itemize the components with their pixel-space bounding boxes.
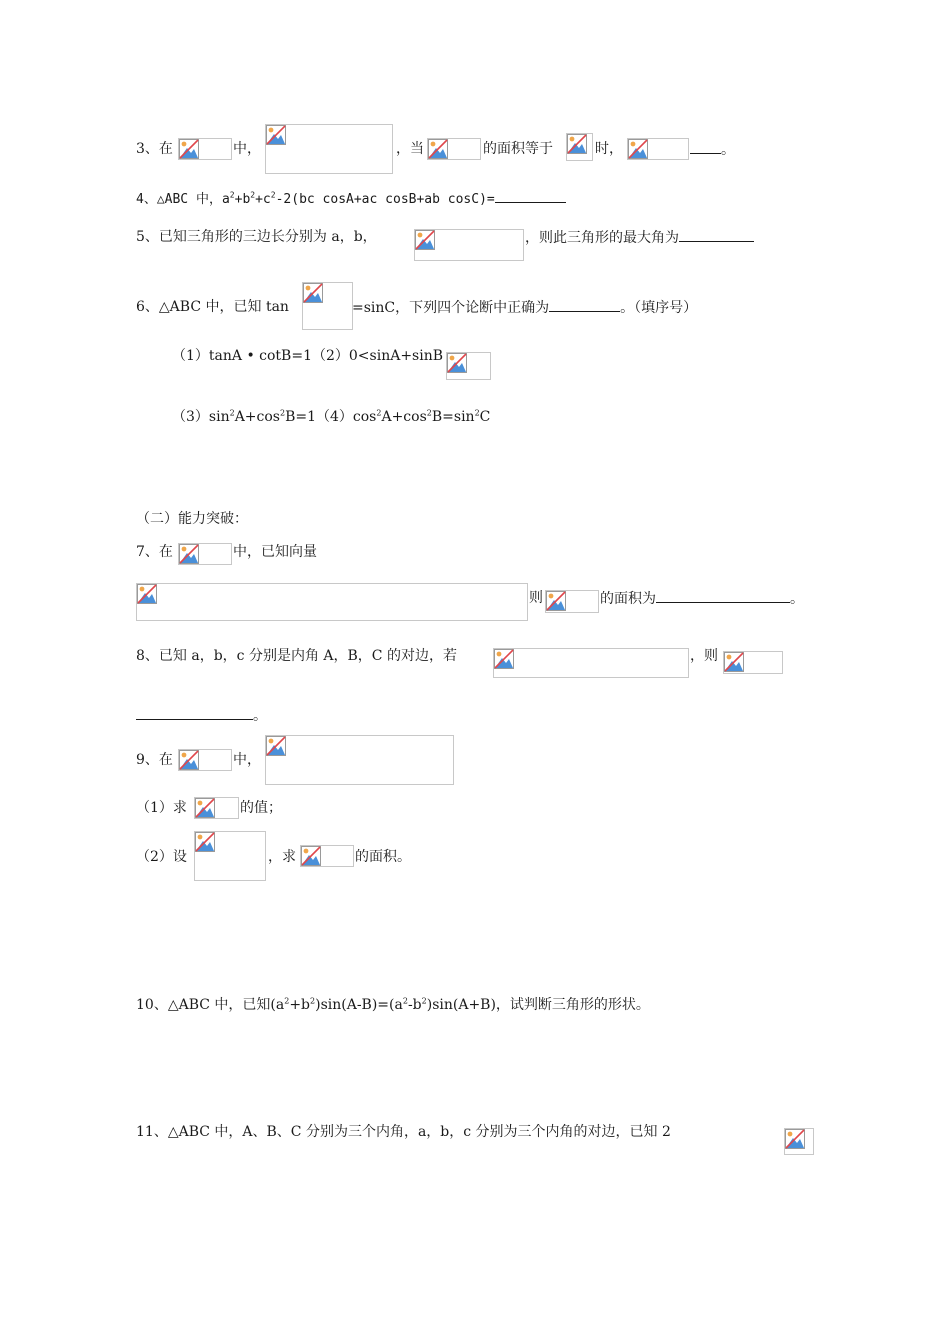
superscript: 2 [376,408,382,418]
q6-option-text: A+cos [381,409,427,425]
question-10 [136,995,650,1015]
broken-image-icon [494,649,514,669]
q9-text: （2）设 [136,849,187,865]
q6-option-text: （3）sin [172,409,230,425]
q4-text-d: -2(bc cosA+ac cosB+ab cosC)= [275,192,495,207]
question-9 [136,750,173,770]
q6-option-text: （1）tanA • cotB=1（2）0<sinA+sinB [172,348,444,364]
broken-image-icon [415,230,435,250]
q6-text-c: 。（填序号） [620,300,698,316]
q4-text-a: 4、△ABC 中，a [136,192,230,207]
broken-image-icon [195,832,215,852]
q10-text: )sin(A+B)，试判断三角形的形状。 [426,997,650,1013]
q6-text-line [352,297,697,318]
q7-text-c: 则 [529,590,543,606]
broken-image-icon [179,139,199,159]
q6-option-text: B=sin [431,409,475,425]
question-4 [136,188,566,210]
broken-image-icon [137,584,157,604]
superscript: 2 [426,408,432,418]
answer-blank [549,297,620,312]
q3-text-f: 。 [721,142,735,158]
q7-text-e: 。 [790,591,804,607]
q6-option-text: B=1（4）cos [285,409,377,425]
formula-image [414,229,524,261]
answer-blank [656,588,790,603]
superscript: 2 [402,996,408,1006]
q5-answer-line [525,227,754,248]
formula-image [493,648,689,678]
broken-image-icon [628,139,648,159]
q6-text-a: 6、△ABC 中，已知 tan [136,299,289,315]
answer-blank [495,188,566,203]
broken-image-icon [724,652,744,672]
q9-part-1 [136,798,187,818]
question-3 [136,139,173,159]
broken-image-icon [546,591,566,611]
q9-text: 的值； [240,800,282,816]
formula-image [627,138,689,160]
question-11 [136,1122,671,1142]
formula-image [136,583,528,621]
q4-text-c: +c [255,192,271,207]
formula-image [300,845,354,867]
broken-image-icon [301,846,321,866]
q10-text: )sin(A-B)=(a [315,997,403,1013]
q10-text: +b [289,997,311,1013]
q6-option-1-2 [172,346,443,366]
superscript: 2 [310,996,316,1006]
q8-text-c: 。 [253,708,267,724]
q3-text-d: 的面积等于 [483,141,553,157]
question-8 [136,646,457,666]
q6-option-text: A+cos [234,409,280,425]
q6-text-b: =sinC，下列四个论断中正确为 [352,300,550,316]
q9-text-b: 中， [233,752,261,768]
broken-image-icon [567,134,587,154]
q8-text-b: ，则 [690,648,718,664]
formula-image [427,138,481,160]
q6-option-text: C [479,409,491,425]
q3-text-c: ，当 [396,141,424,157]
broken-image-icon [447,353,467,373]
q3-text-b: 中， [233,141,261,157]
superscript: 2 [421,996,427,1006]
q10-text: -b [407,997,422,1013]
q9-text: （1）求 [136,800,187,816]
answer-blank [690,139,721,154]
q9-text: 的面积。 [355,849,411,865]
formula-image [178,543,232,565]
formula-image [545,590,599,613]
q10-text: 10、△ABC 中，已知(a [136,997,285,1013]
q7-text-d: 的面积为 [600,591,656,607]
broken-image-icon [785,1129,805,1149]
superscript: 2 [284,996,290,1006]
q9-text-a: 9、在 [136,752,173,768]
superscript: 2 [229,190,235,200]
q9-part-2 [136,847,187,867]
q8-answer-line [136,705,267,726]
question-7 [136,542,173,562]
broken-image-icon [179,544,199,564]
formula-image [194,797,239,819]
q6-option-3-4 [172,407,490,427]
q7-text-b: 中，已知向量 [233,544,317,560]
q3-text-a: 3、在 [136,141,173,157]
q7-answer-line [600,588,804,609]
superscript: 2 [229,408,235,418]
question-5 [136,227,377,247]
formula-image [723,651,783,674]
broken-image-icon [266,736,286,756]
q5-text-a: 5、已知三角形的三边长分别为 a，b， [136,229,377,245]
q5-text-b: ，则此三角形的最大角为 [525,230,679,246]
formula-image [178,138,232,160]
superscript: 2 [270,190,276,200]
q4-text-b: +b [234,192,251,207]
q3-answer-line [690,139,735,160]
formula-image [784,1128,814,1155]
superscript: 2 [279,408,286,418]
q8-text-a: 8、已知 a，b，c 分别是内角 A，B，C 的对边，若 [136,648,457,664]
q11-text: 11、△ABC 中，A、B、C 分别为三个内角，a，b，c 分别为三个内角的对边，已知 2 [136,1124,671,1140]
broken-image-icon [303,283,323,303]
broken-image-icon [266,125,286,145]
superscript: 2 [474,408,480,418]
formula-image [265,124,393,174]
formula-image [566,133,593,161]
q9-text: ，求 [268,849,296,865]
broken-image-icon [195,798,215,818]
formula-image [194,831,266,881]
broken-image-icon [179,750,199,770]
section-heading: （二）能力突破： [136,511,248,527]
formula-image [265,735,454,785]
formula-image [302,282,353,330]
superscript: 2 [250,190,256,200]
broken-image-icon [428,139,448,159]
q7-text-a: 7、在 [136,544,173,560]
formula-image [446,352,491,380]
question-6 [136,297,289,317]
q3-text-e: 时， [595,141,623,157]
answer-blank [136,705,253,720]
answer-blank [679,227,754,242]
formula-image [178,749,232,771]
